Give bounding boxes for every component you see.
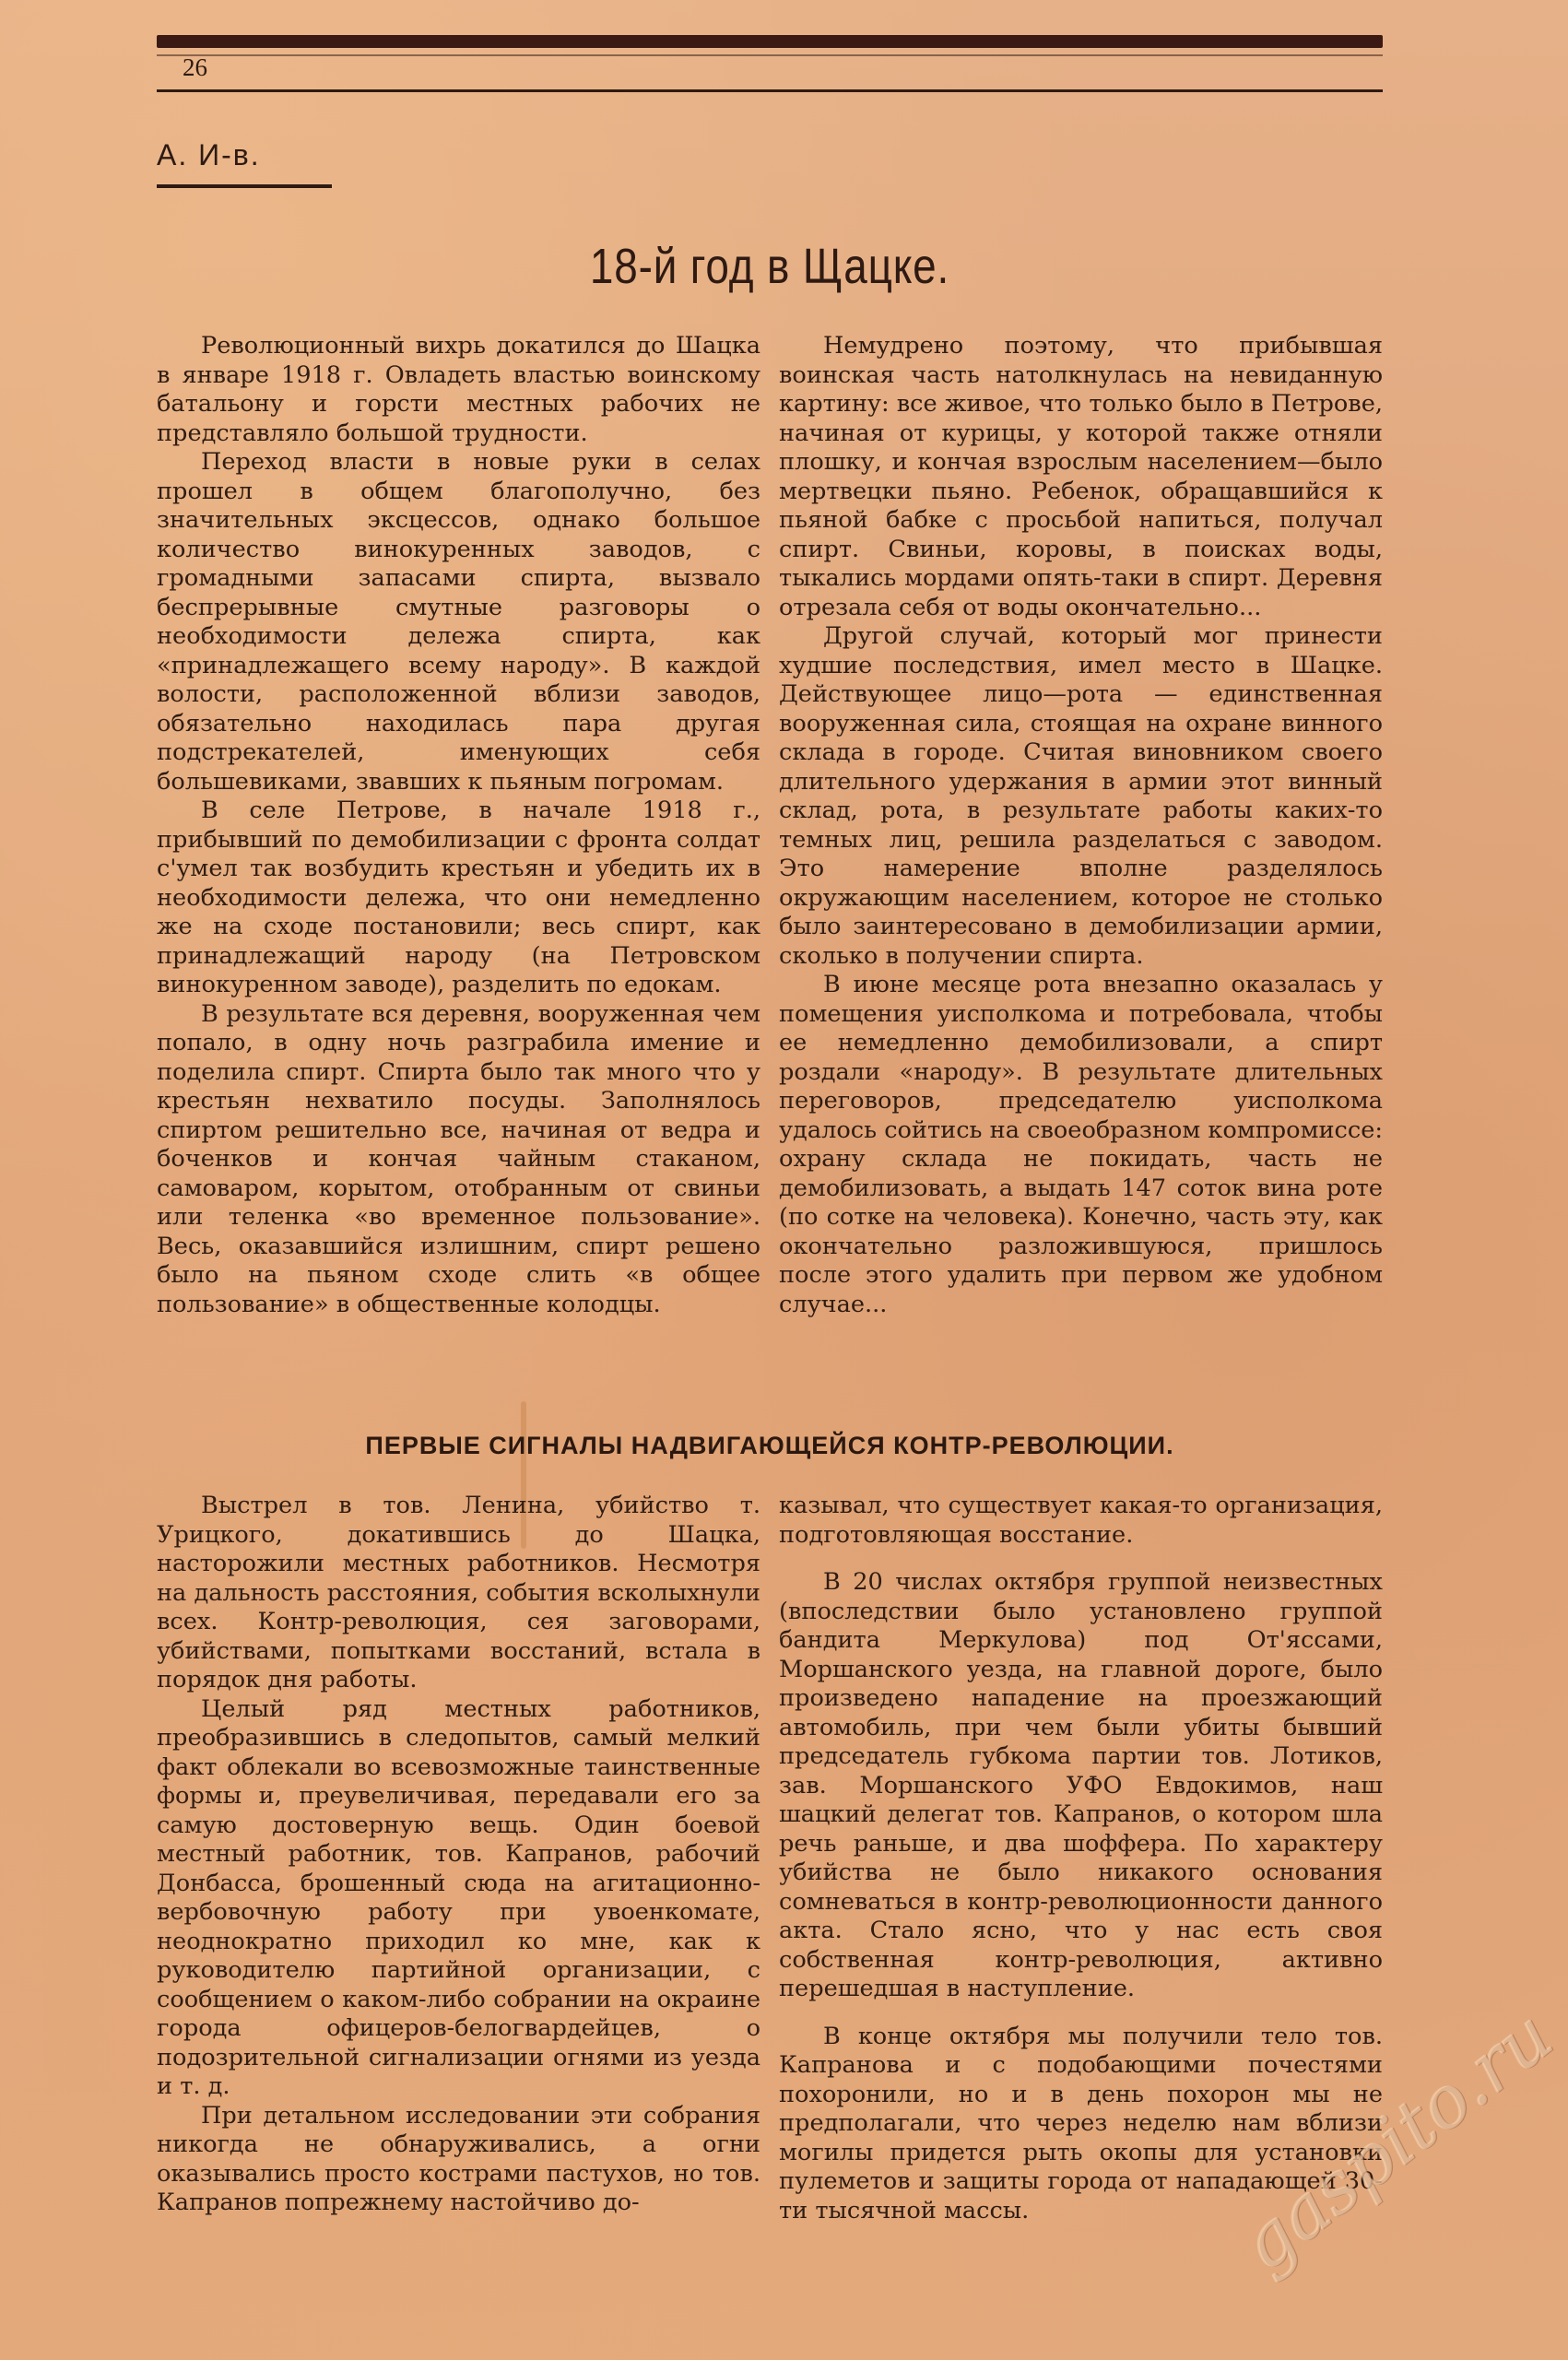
section-subheading: ПЕРВЫЕ СИГНАЛЫ НАДВИГАЮЩЕЙСЯ КОНТР-РЕВОЛЮЦИИ.: [365, 1432, 1174, 1459]
site-watermark: gaspito.ru: [1226, 1994, 1568, 2287]
paragraph: Другой случай, который мог принести худшие последствия, имел место в Шацке. Действующее лицо—рота — единственная вооруженная сила, стоящая на охране винного склада в городе. Считая виновником своего длительного удержания в армии этот винный склад, рота, в результате работы каких-то темных лиц, решила разделаться с заводом. Это намерение вполне разделялось окружающим населением, которое не столько было заинтересовано в демобилизации армии, сколько в получении спирта.: [779, 622, 1383, 970]
article-title: 18-й год в Щацке.: [589, 239, 950, 294]
author-underline: [157, 184, 332, 188]
paragraph: В июне месяце рота внезапно оказалась у помещения уисполкома и потребовала, чтобы ее немедленно демобилизовали, а спирт роздали «народу». В результате длительных переговоров, председателю уисполкома удалось сойтись на своеобразном компромиссе: охрану склада не покидать, часть не демобилизовать, а выдать 147 соток вина роте (по сотке на человека). Конечно, часть эту, как окончательно разложившуюся, пришлось после этого удалить при первом же удобном случае...: [779, 971, 1383, 1318]
section-2-right-column: [779, 1492, 1383, 2225]
paragraph: В 20 числах октября группой неизвестных (впоследствии было установлено группой бандита Меркулова) под От'яссами, Моршанского уезда, на главной дороге, было произведено нападение на проезжающий автомобиль, при чем были убиты бывший председатель губкома партии тов. Лотиков, зав. Моршанского УФО Евдокимов, наш шацкий делегат тов. Капранов, о котором шла речь раньше, и два шоффера. По характеру убийства не было никакого основания сомневаться в контр-революционности данного акта. Стало ясно, что у нас есть своя собственная контр-революция, активно перешедшая в наступление.: [779, 1568, 1383, 2002]
paragraph: Немудрено поэтому, что прибывшая воинская часть натолкнулась на невиданную картину: все живое, что только было в Петрове, начиная от курицы, у которой также отняли плошку, и кончая взрослым населением—было мертвецки пьяно. Ребенок, обращавшийся к пьяной бабке с просьбой напиться, получал спирт. Свиньи, коровы, в поисках воды, тыкались мордами опять-таки в спирт. Деревня отрезала себя от воды окончательно...: [779, 332, 1383, 621]
page-number: 26: [183, 53, 207, 81]
paragraph: В результате вся деревня, вооруженная чем попало, в одну ночь разграбила имение и поделила спирт. Спирта было так много что у крестьян нехватило посуды. Заполнялось спиртом решительно все, начиная от ведра и боченков и кончая чайным стаканом, самоваром, корытом, отобранным от свиньи или теленка «во временное пользование». Весь, оказавшийся излишним, спирт решено было на пьяном сходе слить «в общее пользование» в общественные колодцы.: [157, 999, 760, 1318]
article-section-2: [157, 1492, 1383, 2225]
paragraph-continuation: казывал, что существует какая-то организация, подготовляющая восстание.: [779, 1492, 1383, 1549]
article-section-1: [157, 332, 1383, 1319]
header-bottom-rule: [157, 89, 1383, 92]
header-thin-rule: [157, 54, 1383, 56]
paragraph: Выстрел в тов. Ленина, убийство т. Урицкого, докатившись до Шацка, насторожили местных работников. Несмотря на дальность расстояния, события всколыхнули всех. Контр-революция, сея заговорами, убийствами, попытками восстаний, встала в порядок дня работы.: [157, 1492, 760, 1693]
paragraph: Целый ряд местных работников, преобразившись в следопытов, самый мелкий факт облекали во всевозможные таинственные формы и, преувеличивая, передавали его за самую достоверную вещь. Один боевой местный работник, тов. Капранов, рабочий Донбасса, брошенный сюда на агитационно-вербовочную работу при увоенкомате, неоднократно приходил ко мне, как к руководителю партийной организации, с сообщением о каком-либо собрании на окраине города офицеров-белогвардейцев, о подозрительной сигнализации огнями из уезда и т. д.: [157, 1694, 760, 2100]
paragraph: Переход власти в новые руки в селах прошел в общем благополучно, без значительных эксцессов, однако большое количество винокуренных заводов, с громадными запасами спирта, вызвало беспрерывные смутные разговоры о необходимости дележа спирта, как «принадлежащего всему народу». В каждой волости, расположенной вблизи заводов, обязательно находилась пара другая подстрекателей, именующих себя большевиками, звавших к пьяным погромам.: [157, 448, 760, 796]
article-author: А. И-в.: [157, 138, 261, 171]
section-1-right-column: [779, 332, 1383, 1319]
paragraph: При детальном исследовании эти собрания никогда не обнаруживались, а огни оказывались просто кострами пастухов, но тов. Капранов попрежнему настойчиво до-: [157, 2101, 760, 2216]
paragraph: Революционный вихрь докатился до Шацка в январе 1918 г. Овладеть властью воинскому батальону и горсти местных рабочих не представляло большой трудности.: [157, 332, 760, 447]
header-thick-rule: [157, 35, 1383, 48]
paragraph: В конце октября мы получили тело тов. Капранова и с подобающими почестями похоронили, но и в день похорон мы не предполагали, что через неделю нам вблизи могилы придется рыть окопы для установки пулеметов и защиты города от нападающей 30-ти тысячной массы.: [779, 2022, 1383, 2224]
section-2-left-column: [157, 1492, 760, 2225]
section-1-left-column: [157, 332, 760, 1319]
magazine-page: [157, 0, 1383, 2360]
paragraph: В селе Петрове, в начале 1918 г., прибывший по демобилизации с фронта солдат с'умел так возбудить крестьян и убедить их в необходимости дележа, что они немедленно же на сходе постановили; весь спирт, как принадлежащий народу (на Петровском винокуренном заводе), разделить по едокам.: [157, 796, 760, 998]
